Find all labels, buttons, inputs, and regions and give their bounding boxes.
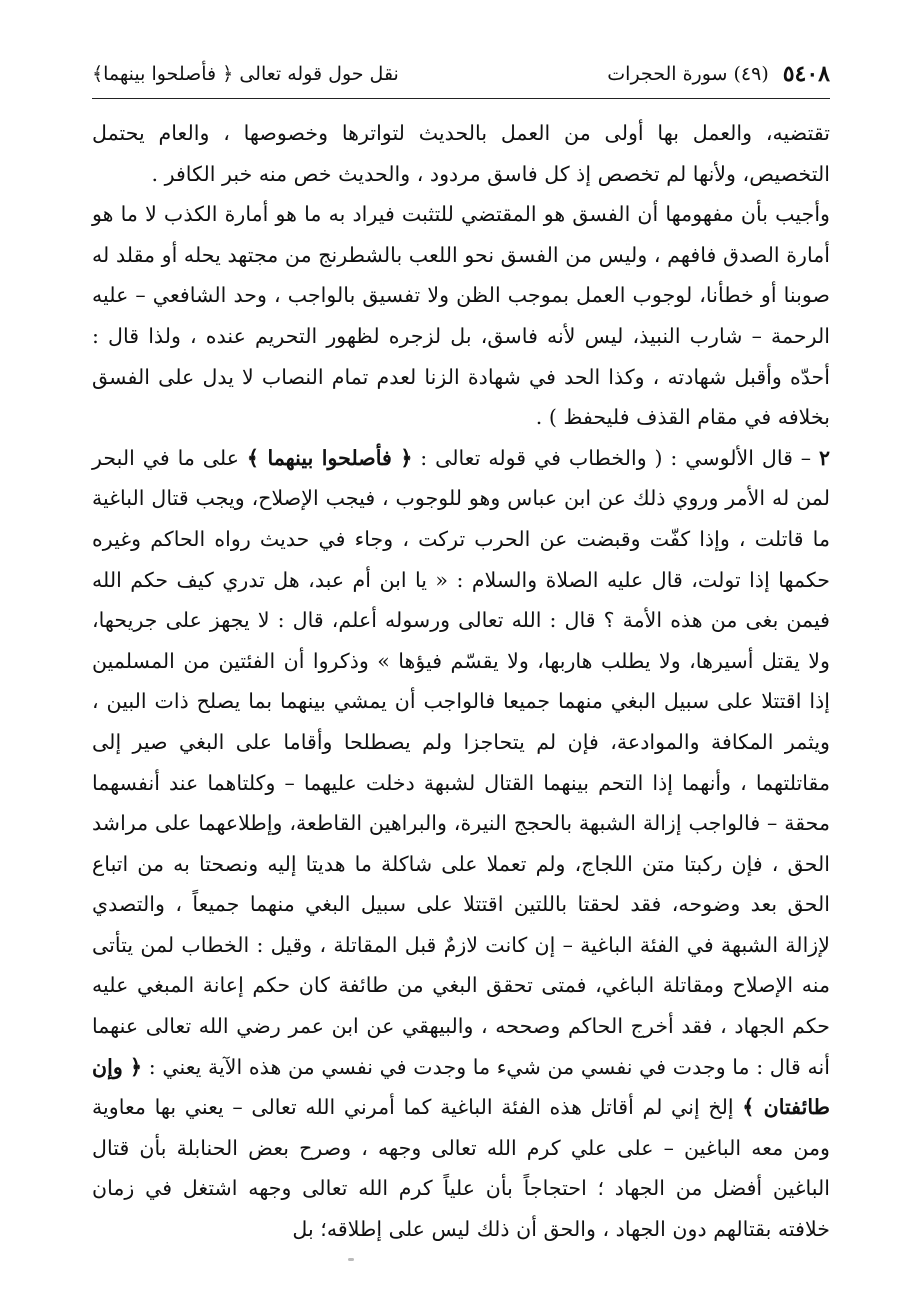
footer-mark [348,1258,354,1261]
quran-quote-1: ﴿ فأصلحوا بينهما ﴾ [246,445,413,470]
quran-quote-2: ﴿ وإن طائفتان ﴾ [92,1054,831,1120]
paragraph-1: تقتضيه، والعمل بها أولى من العمل بالحديث لتواترها وخصوصها ، والعام يحتمل التخصيص، ولأنها لم تخصص إذ كل فاسق مردود ، والحديث خص منه خبر الكافر . [92,121,830,186]
note-number: ٢ [818,445,831,470]
surah-title: (٤٩) سورة الحجرات [607,63,769,85]
book-page [92,50,830,1270]
page-number: ٥٤٠٨ [782,61,830,87]
paragraph-3 [92,438,830,1250]
paragraph-3-body: على ما في البحر لمن له الأمر وروي ذلك عن ابن عباس وهو للوجوب ، فيجب الإصلاح، ويجب قتال الباغية ما قاتلت ، وإذا كفّت وقبضت عن الحرب تركت ، وجاء في حديث رواه الحاكم وغيره حكمها إذا تولت، قال عليه الصلاة والسلام : « يا ابن أم عبد، هل تدري كيف حكم الله فيمن بغى من هذه الأمة ؟ قال : الله تعالى ورسوله أعلم، قال : لا يجهز على جريحها، ولا يقتل أسيرها، ولا يطلب هاربها، ولا يقسّم فيؤها » وذكروا أن الفئتين من المسلمين إذا اقتتلا على سبيل البغي منهما جميعا فالواجب أن يمشي بينهما بما يصلح ذات البين ، ويثمر المكافة والموادعة، فإن لم يتحاجزا ولم يصطلحا وأقاما على البغي صير إلى مقاتلتهما ، وأنهما إذا التحم بينهما القتال لشبهة دخلت عليهما – وكلتاهما عند أنفسهما محقة – فالواجب إزالة الشبهة بالحجج النيرة، والبراهين القاطعة، وإطلاعهما على مراشد الحق ، فإن ركبتا متن اللجاج، ولم تعملا على شاكلة ما هديتا إليه ونصحتا به من اتباع الحق بعد وضوحه، فقد لحقتا باللتين اقتتلا على سبيل البغي منهما جميعاً ، والتصدي لإزالة الشبهة في الفئة الباغية – إن كانت لازمٌ قبل المقاتلة ، وقيل : الخطاب لمن يتأتى منه الإصلاح ومقاتلة الباغي، فمتى تحقق البغي من طائفة كان حكم إعانة المبغي عليه حكم الجهاد ، فقد أخرج الحاكم وصححه ، والبيهقي عن ابن عمر رضي الله تعالى عنهما أنه قال : ما وجدت في نفسي من شيء ما وجدت في نفسي من هذه الآية يعني : [92,445,831,1079]
page-header [92,50,830,99]
header-right [607,61,830,87]
paragraph-2: وأجيب بأن مفهومها أن الفسق هو المقتضي للتثبت فيراد به ما هو أمارة الكذب لا ما هو أمارة الصدق فافهم ، وليس من الفسق نحو اللعب بالشطرنج من مجتهد يحله أو مقلد له صوبنا أو خطأنا، لوجوب العمل بموجب الظن ولا تفسيق بالواجب ، وحد الشافعي – عليه الرحمة – شارب النبيذ، ليس لأنه فاسق، بل لزجره لظهور التحريم عنده ، ولذا قال : أحدّه وأقبل شهادته ، وكذا الحد في شهادة الزنا لعدم تمام النصاب لا يدل على الفسق بخلافه في مقام القذف فليحفظ ) . [92,202,830,430]
running-title: نقل حول قوله تعالى ﴿ فأصلحوا بينهما﴾ [92,63,399,85]
body-text [92,113,830,1250]
paragraph-3-intro: – قال الألوسي : ( والخطاب في قوله تعالى : [420,445,812,470]
paragraph-3-end: إلخ إني لم أقاتل هذه الفئة الباغية كما أمرني الله تعالى – يعني بها معاوية ومن معه الباغين – على علي كرم الله تعالى وجهه ، وصرح بعض الحنابلة بأن قتال الباغين أفضل من الجهاد ؛ احتجاجاً بأن علياً كرم الله تعالى وجهه اشتغل في زمان خلافته بقتالهم دون الجهاد ، والحق أن ذلك ليس على إطلاقه؛ بل [92,1095,830,1242]
